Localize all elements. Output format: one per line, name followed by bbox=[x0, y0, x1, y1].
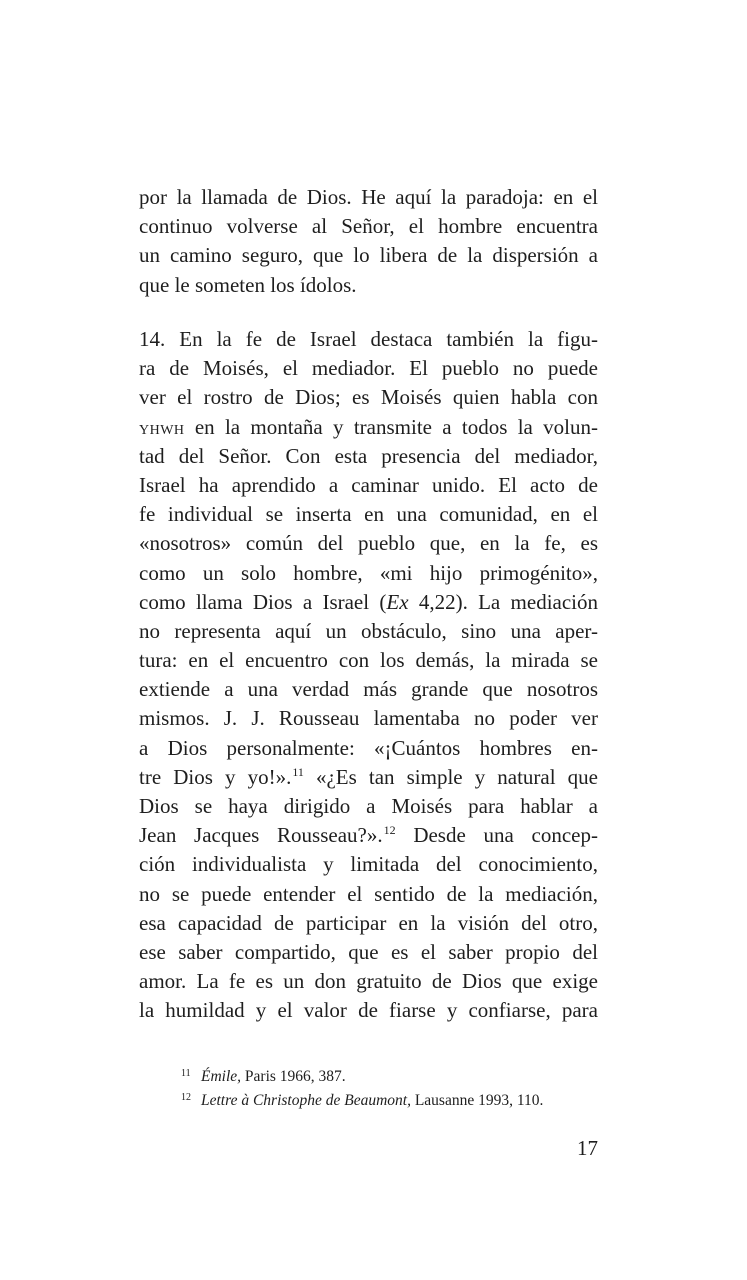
footnote-12 bbox=[181, 1090, 543, 1114]
footnote-title: Émile, bbox=[201, 1068, 242, 1085]
tetragrammaton-small-caps: YHWH bbox=[139, 422, 185, 438]
footnote-reference[interactable]: 12 bbox=[383, 823, 396, 838]
text-line: esa capacidad de participar en la visión del otro, bbox=[139, 910, 598, 935]
text-line: que le someten los ídolos. bbox=[139, 272, 357, 297]
text-line: ese saber compartido, que es el saber propio del bbox=[139, 939, 598, 964]
text-line: no representa aquí un obstáculo, sino una aper- bbox=[139, 618, 598, 643]
footnote-number: 11 bbox=[181, 1068, 191, 1079]
text-segment: «¿Es tan simple y natural que bbox=[303, 764, 598, 789]
text-line bbox=[139, 588, 598, 617]
text-line: continuo volverse al Señor, el hombre encuentra bbox=[139, 214, 598, 239]
paragraph-continuation bbox=[139, 183, 598, 300]
footnote-text: Paris 1966, 387. bbox=[241, 1068, 346, 1085]
text-line: como un solo hombre, «mi hijo primogénito», bbox=[139, 560, 598, 585]
text-line bbox=[139, 821, 598, 850]
text-line: extiende a una verdad más grande que nosotros bbox=[139, 677, 598, 702]
text-line: ción individualista y limitada del conocimiento, bbox=[139, 852, 598, 877]
text-segment: En la fe de Israel destaca también la figu- bbox=[179, 327, 598, 351]
text-line: fe individual se inserta en una comunidad, en el bbox=[139, 502, 598, 527]
footnote-11 bbox=[181, 1066, 543, 1090]
bible-reference-italic: Ex bbox=[386, 589, 409, 614]
text-segment: Desde una concep- bbox=[395, 823, 598, 848]
text-line bbox=[139, 413, 598, 442]
text-segment: como llama Dios a Israel ( bbox=[139, 589, 387, 614]
paragraph-number: 14. bbox=[139, 327, 166, 351]
text-line: la humildad y el valor de fiarse y confiarse, para bbox=[139, 998, 598, 1023]
text-line bbox=[139, 763, 598, 792]
footnote-reference[interactable]: 11 bbox=[292, 764, 304, 779]
text-line: Dios se haya dirigido a Moisés para hablar a bbox=[139, 794, 598, 818]
text-line: Israel ha aprendido a caminar unido. El acto de bbox=[139, 472, 598, 497]
footnote-title: Lettre à Christophe de Beaumont, bbox=[201, 1092, 411, 1109]
text-line: no se puede entender el sentido de la mediación, bbox=[139, 881, 598, 906]
footnote-text: Lausanne 1993, 110. bbox=[410, 1092, 544, 1109]
text-line: tura: en el encuentro con los demás, la mirada se bbox=[139, 648, 598, 673]
text-line: ver el rostro de Dios; es Moisés quien habla con bbox=[139, 385, 598, 410]
text-line: «nosotros» común del pueblo que, en la fe, es bbox=[139, 531, 598, 556]
text-line bbox=[139, 325, 598, 354]
text-segment: tre Dios y yo!». bbox=[139, 764, 292, 789]
paragraph-14 bbox=[139, 325, 598, 1026]
footnote-number: 12 bbox=[181, 1092, 191, 1103]
text-line: un camino seguro, que lo libera de la dispersión a bbox=[139, 243, 598, 268]
text-line: amor. La fe es un don gratuito de Dios que exige bbox=[139, 969, 598, 994]
text-segment: en la montaña y transmite a todos la volun- bbox=[184, 414, 598, 439]
text-line: por la llamada de Dios. He aquí la paradoja: en el bbox=[139, 185, 598, 209]
text-line: tad del Señor. Con esta presencia del mediador, bbox=[139, 443, 598, 468]
text-segment: Jean Jacques Rousseau?». bbox=[139, 823, 383, 848]
page-number: 17 bbox=[577, 1136, 598, 1160]
text-segment: 4,22). La mediación bbox=[408, 589, 599, 614]
footnotes bbox=[181, 1066, 543, 1114]
text-line: a Dios personalmente: «¡Cuántos hombres en- bbox=[139, 735, 598, 760]
text-line: mismos. J. J. Rousseau lamentaba no poder ver bbox=[139, 706, 598, 731]
text-line: ra de Moisés, el mediador. El pueblo no puede bbox=[139, 356, 598, 381]
